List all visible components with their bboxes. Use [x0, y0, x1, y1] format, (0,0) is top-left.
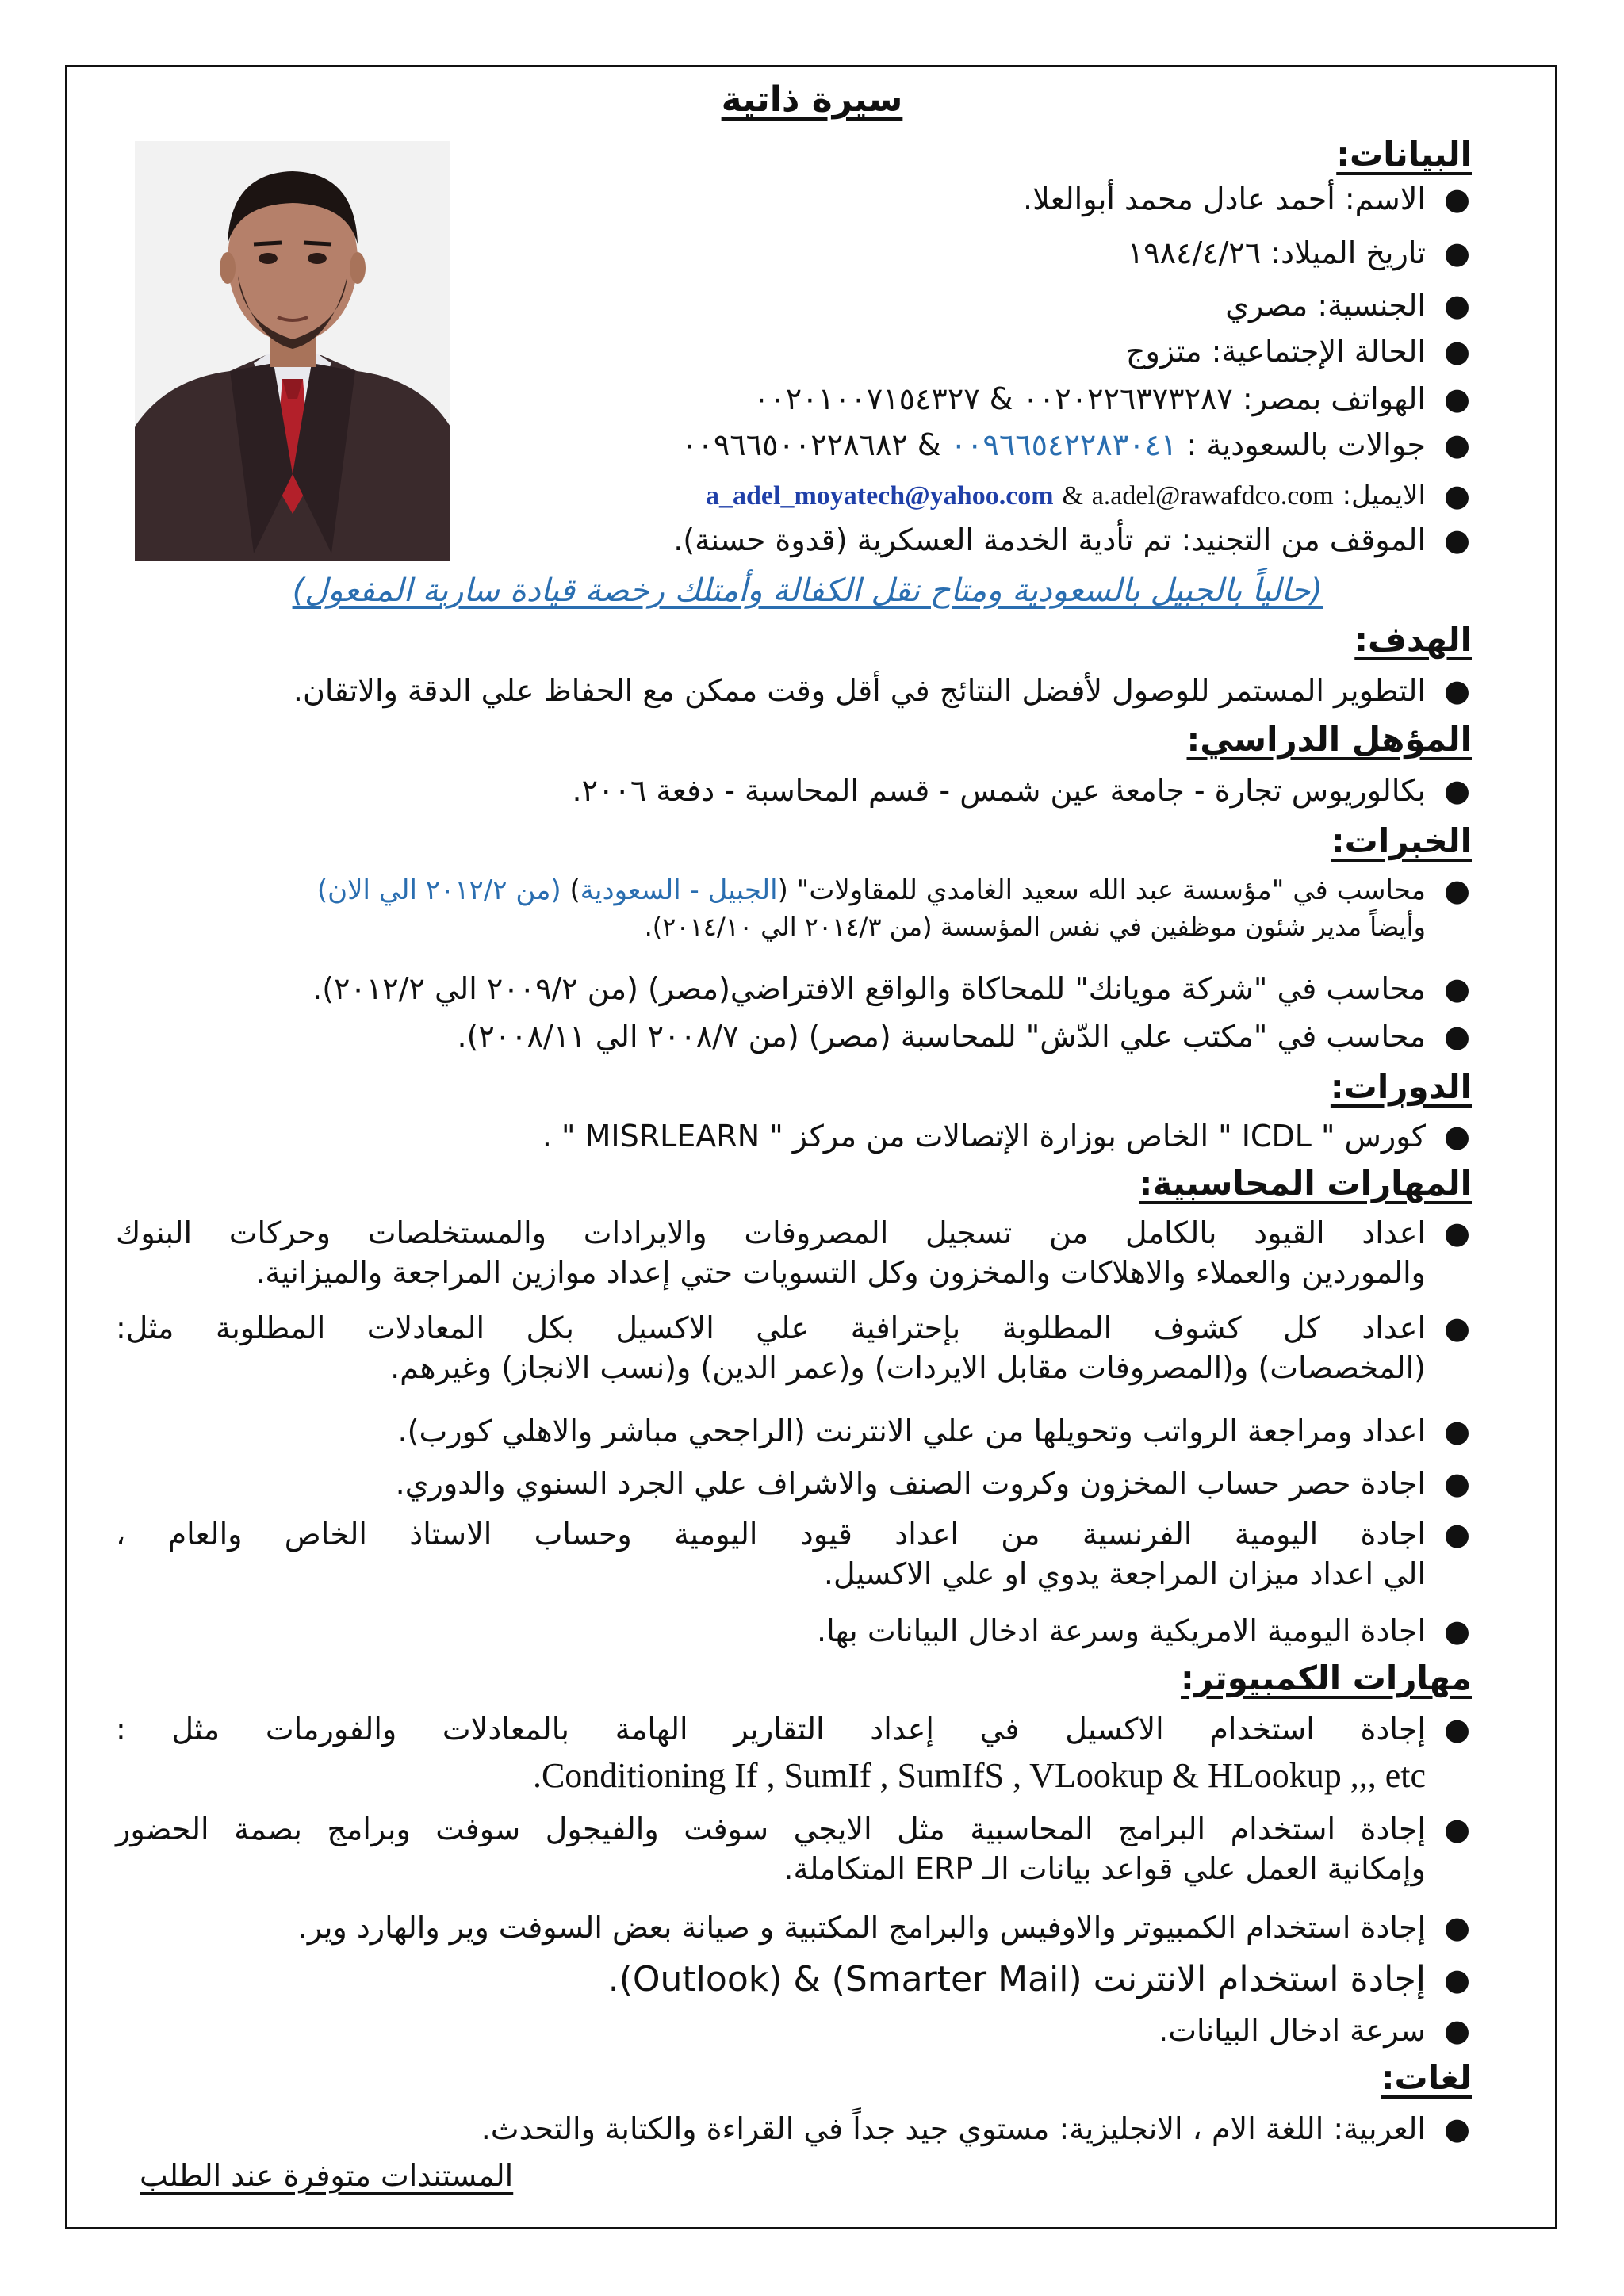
- availability-note: (حالياً بالجبيل بالسعودية ومتاح نقل الكفالة وأمتلك رخصة قيادة سارية المفعول): [292, 572, 1323, 609]
- objective-heading: الهدف:: [1354, 620, 1472, 659]
- mobile-secondary: ٠٠٩٦٦٥٠٠٢٢٨٦٨٢: [681, 427, 908, 462]
- bullet-icon: ●: [1443, 334, 1470, 369]
- list-item: ● الموقف من التجنيد: تم تأدية الخدمة العسكرية (قدوة حسنة).: [673, 520, 1472, 560]
- education-heading: المؤهل الدراسي:: [1186, 720, 1472, 759]
- list-item: ● تاريخ الميلاد: ١٩٨٤/٤/٢٦: [1128, 233, 1472, 273]
- mobile-primary: ٠٠٩٦٦٥٤٢٢٨٣٠٤١: [950, 427, 1178, 462]
- bullet-icon: ●: [1443, 1517, 1470, 1552]
- list-item: ● العربية: اللغة الام ، الانجليزية: مستوي جيد جداً في القراءة والكتابة والتحدث.: [481, 2109, 1472, 2149]
- bullet-icon: ●: [1443, 773, 1470, 808]
- list-item: ● الاسم: أحمد عادل محمد أبوالعلا.: [1023, 179, 1472, 219]
- bullet-icon: ●: [1443, 1910, 1470, 1945]
- bullet-icon: ●: [1443, 1311, 1470, 1345]
- bullet-icon: ●: [1443, 381, 1470, 416]
- page-title: سيرة ذاتية: [721, 79, 903, 120]
- bullet-icon: ●: [1443, 478, 1470, 513]
- bullet-icon: ●: [1443, 522, 1470, 557]
- skill-item: ● إجادة استخدام الكمبيوتر والاوفيس والبرامج المكتبية و صيانة بعض السوفت وير والهارد وير.: [298, 1908, 1472, 1947]
- list-item: ● الهواتف بمصر: ٠٠٢٠٢٢٦٣٧٣٢٨٧ & ٠٠٢٠١٠٠٧١٥٤٣٢٧: [753, 379, 1472, 419]
- skill-item: ● اجادة اليومية الفرنسية من اعداد قيود اليومية وحساب الاستاذ الخاص والعام ، الي اعداد ميزان المراجعة يدوي او علي الاكسيل.: [116, 1514, 1472, 1594]
- skill-item: ● إجادة استخدام الاكسيل في إعداد التقارير الهامة بالمعادلات والفورمات مثل : Conditioning If , SumIf , SumIfS , VLookup & HLookup ,,, etc.: [116, 1709, 1472, 1798]
- email-secondary-link[interactable]: a.adel@rawafdco.com: [1091, 481, 1334, 511]
- bullet-icon: ●: [1443, 1119, 1470, 1154]
- list-item: ● بكالوريوس تجارة - جامعة عين شمس - قسم المحاسبة - دفعة ٢٠٠٦.: [573, 771, 1472, 810]
- list-item: ● الجنسية: مصري: [1225, 285, 1472, 325]
- bullet-icon: ●: [1443, 1414, 1470, 1448]
- list-item: ● التطوير المستمر للوصول لأفضل النتائج في أقل وقت ممكن مع الحفاظ علي الدقة والاتقان.: [293, 671, 1472, 710]
- bullet-icon: ●: [1443, 873, 1470, 908]
- bullet-icon: ●: [1443, 182, 1470, 216]
- bullet-icon: ●: [1443, 427, 1470, 462]
- documents-note: المستندات متوفرة عند الطلب: [140, 2158, 514, 2193]
- courses-heading: الدورات:: [1330, 1067, 1472, 1106]
- email-primary-link[interactable]: a_adel_moyatech@yahoo.com: [706, 481, 1054, 511]
- experience-heading: الخبرات:: [1331, 821, 1472, 860]
- job-item: ● محاسب في "شركة مويانك" للمحاكاة والواقع الافتراضي(مصر) (من ٢٠٠٩/٢ الي ٢٠١٢/٢).: [312, 969, 1472, 1008]
- skill-item: ● اعداد ومراجعة الرواتب وتحويلها من علي الانترنت (الراجحي مباشر والاهلي كورب).: [398, 1411, 1472, 1451]
- bullet-icon: ●: [1443, 1712, 1470, 1747]
- bullet-icon: ●: [1443, 673, 1470, 708]
- bullet-icon: ●: [1443, 235, 1470, 270]
- job-item: ● محاسب في "مكتب علي الدّش" للمحاسبة (مصر) (من ٢٠٠٨/٧ الي ٢٠٠٨/١١).: [457, 1016, 1472, 1056]
- bullet-icon: ●: [1443, 1215, 1470, 1250]
- skill-item: ● إجادة استخدام الانترنت (Smarter Mail) & (Outlook).: [608, 1957, 1472, 2003]
- saudi-mobiles: ● جوالات بالسعودية : ٠٠٩٦٦٥٤٢٢٨٣٠٤١ & ٠٠٩٦٦٥٠٠٢٢٨٦٨٢: [681, 425, 1472, 465]
- accounting-skills-heading: المهارات المحاسبية:: [1139, 1164, 1472, 1203]
- emails: ● الايميل: a_adel_moyatech@yahoo.com & a.adel@rawafdco.com: [706, 476, 1472, 516]
- bullet-icon: ●: [1443, 288, 1470, 323]
- bullet-icon: ●: [1443, 1019, 1470, 1054]
- bullet-icon: ●: [1443, 2013, 1470, 2048]
- skill-item: ● اجادة اليومية الامريكية وسرعة ادخال البيانات بها.: [817, 1611, 1472, 1651]
- personal-heading: البيانات:: [1336, 135, 1472, 174]
- skill-item: ● إجادة استخدام البرامج المحاسبية مثل الايجي سوفت والفيجول سوفت وبرامج بصمة الحضور وإمكانية العمل علي قواعد بيانات الـ ERP المتكاملة.: [116, 1809, 1472, 1888]
- bullet-icon: ●: [1443, 971, 1470, 1006]
- skill-item: ● اعداد القيود بالكامل من تسجيل المصروفات والايرادات والمستخلصات وحركات البنوك والموردين والعملاء والاهلاكات والمخزون وكل التسويات حتي إعداد موازين المراجعة والميزانية.: [116, 1213, 1472, 1292]
- computer-skills-heading: مهارات الكمبيوتر:: [1181, 1659, 1472, 1697]
- skill-item: ● اجادة حصر حساب المخزون وكروت الصنف والاشراف علي الجرد السنوي والدوري.: [396, 1464, 1472, 1503]
- profile-photo: [135, 141, 450, 561]
- list-item: ● كورس " ICDL " الخاص بوزارة الإتصالات من مركز " MISRLEARN " .: [542, 1116, 1472, 1156]
- job-item: ● محاسب في "مؤسسة عبد الله سعيد الغامدي للمقاولات" (الجبيل - السعودية) (من ٢٠١٢/٢ الي الان) وأيضاً مدير شئون موظفين في نفس المؤسسة (من ٢٠١٤/٣ الي ٢٠١٤/١٠).: [316, 873, 1470, 942]
- bullet-icon: ●: [1443, 2111, 1470, 2146]
- bullet-icon: ●: [1443, 1812, 1470, 1846]
- bullet-icon: ●: [1443, 1613, 1470, 1648]
- bullet-icon: ●: [1443, 1962, 1470, 1997]
- skill-item: ● سرعة ادخال البيانات.: [1159, 2011, 1472, 2050]
- bullet-icon: ●: [1443, 1466, 1470, 1501]
- list-item: ● الحالة الإجتماعية: متزوج: [1126, 331, 1472, 371]
- languages-heading: لغات:: [1381, 2058, 1472, 2097]
- skill-item: ● اعداد كل كشوف المطلوبة بإحترافية علي الاكسيل بكل المعادلات المطلوبة مثل: (المخصصات) و(المصروفات مقابل الايردات) و(عمر الدين) و(نسب الانجاز) وغيرهم.: [116, 1308, 1472, 1387]
